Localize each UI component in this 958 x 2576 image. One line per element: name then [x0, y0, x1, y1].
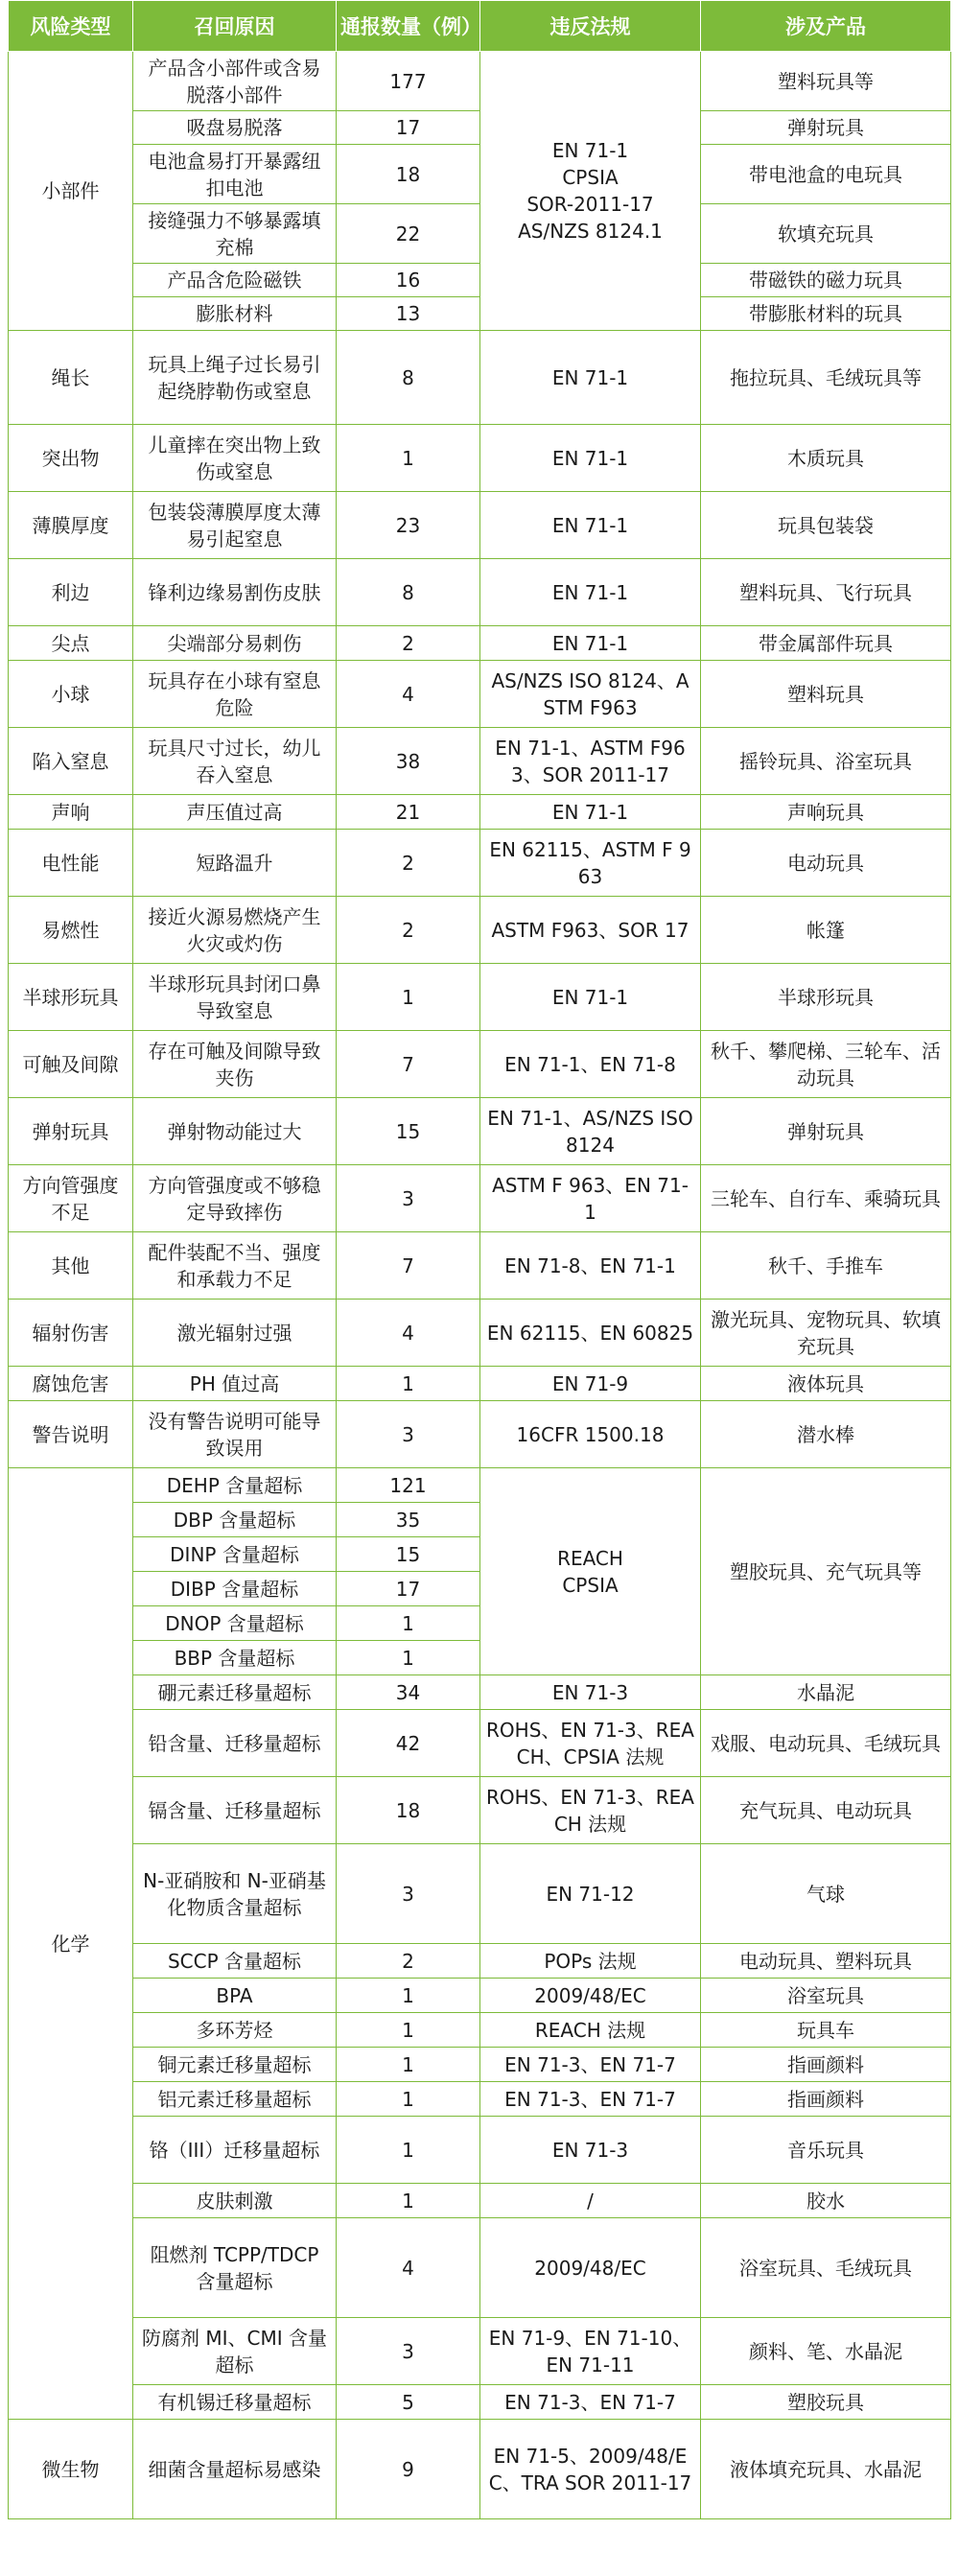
- recall-reason-cell: SCCP 含量超标: [133, 1944, 337, 1979]
- report-count-cell: 21: [337, 795, 480, 830]
- risk-type-cell: 小球: [9, 661, 133, 728]
- regulation-cell: EN 71-1、EN 71-8: [480, 1031, 701, 1098]
- report-count-cell: 7: [337, 1031, 480, 1098]
- recall-reason-cell: 方向管强度或不够稳定导致摔伤: [133, 1165, 337, 1232]
- regulation-cell: REACH 法规: [480, 2013, 701, 2048]
- recall-reason-cell: 儿童摔在突出物上致伤或窒息: [133, 425, 337, 492]
- regulation-cell: AS/NZS ISO 8124、ASTM F963: [480, 661, 701, 728]
- risk-type-cell: 电性能: [9, 830, 133, 897]
- report-count-cell: 1: [337, 2117, 480, 2184]
- regulation-cell: EN 71-1: [480, 331, 701, 425]
- regulation-cell: EN 71-1 CPSIA SOR-2011-17 AS/NZS 8124.1: [480, 52, 701, 331]
- table-row: [9, 2385, 951, 2420]
- report-count-cell: 177: [337, 52, 480, 111]
- risk-type-cell: 化学: [9, 1468, 133, 2420]
- product-cell: 充气玩具、电动玩具: [701, 1777, 951, 1844]
- table-row: [9, 52, 951, 111]
- product-cell: 塑胶玩具: [701, 2385, 951, 2420]
- product-cell: 指画颜料: [701, 2082, 951, 2117]
- table-row: [9, 1401, 951, 1468]
- risk-type-cell: 突出物: [9, 425, 133, 492]
- regulation-cell: EN 62115、EN 60825: [480, 1300, 701, 1367]
- table-header: [9, 1, 951, 52]
- report-count-cell: 1: [337, 1979, 480, 2013]
- risk-type-cell: 警告说明: [9, 1401, 133, 1468]
- risk-type-cell: 方向管强度不足: [9, 1165, 133, 1232]
- recall-reason-cell: 皮肤刺激: [133, 2184, 337, 2218]
- table-row: [9, 897, 951, 964]
- regulation-cell: EN 71-3、EN 71-7: [480, 2048, 701, 2082]
- product-cell: 指画颜料: [701, 2048, 951, 2082]
- recall-reason-cell: DINP 含量超标: [133, 1537, 337, 1572]
- risk-type-cell: 薄膜厚度: [9, 492, 133, 559]
- product-cell: 玩具包装袋: [701, 492, 951, 559]
- recall-table: [8, 0, 951, 2519]
- recall-reason-cell: 多环芳烃: [133, 2013, 337, 2048]
- recall-reason-cell: 锋利边缘易割伤皮肤: [133, 559, 337, 626]
- table-row: [9, 1777, 951, 1844]
- recall-reason-cell: 电池盒易打开暴露纽扣电池: [133, 145, 337, 204]
- report-count-cell: 13: [337, 297, 480, 331]
- product-cell: 戏服、电动玩具、毛绒玩具: [701, 1710, 951, 1777]
- product-cell: 胶水: [701, 2184, 951, 2218]
- recall-reason-cell: 配件装配不当、强度和承载力不足: [133, 1232, 337, 1300]
- recall-reason-cell: 铜元素迁移量超标: [133, 2048, 337, 2082]
- regulation-cell: EN 71-9: [480, 1367, 701, 1401]
- recall-reason-cell: 存在可触及间隙导致夹伤: [133, 1031, 337, 1098]
- report-count-cell: 42: [337, 1710, 480, 1777]
- report-count-cell: 15: [337, 1537, 480, 1572]
- report-count-cell: 2: [337, 626, 480, 661]
- table-row: [9, 492, 951, 559]
- regulation-cell: EN 71-1: [480, 626, 701, 661]
- header-products: 涉及产品: [701, 1, 951, 52]
- report-count-cell: 2: [337, 1944, 480, 1979]
- risk-type-cell: 利边: [9, 559, 133, 626]
- report-count-cell: 16: [337, 264, 480, 297]
- header-regulation: 违反法规: [480, 1, 701, 52]
- recall-reason-cell: 接缝强力不够暴露填充棉: [133, 204, 337, 264]
- recall-reason-cell: 半球形玩具封闭口鼻导致窒息: [133, 964, 337, 1031]
- regulation-cell: EN 71-3、EN 71-7: [480, 2082, 701, 2117]
- recall-reason-cell: 膨胀材料: [133, 297, 337, 331]
- report-count-cell: 3: [337, 2318, 480, 2385]
- product-cell: 弹射玩具: [701, 1098, 951, 1165]
- regulation-cell: EN 71-3、EN 71-7: [480, 2385, 701, 2420]
- regulation-cell: ASTM F 963、EN 71-1: [480, 1165, 701, 1232]
- recall-reason-cell: BPA: [133, 1979, 337, 2013]
- regulation-cell: EN 71-3: [480, 2117, 701, 2184]
- risk-type-cell: 半球形玩具: [9, 964, 133, 1031]
- product-cell: 塑料玩具、飞行玩具: [701, 559, 951, 626]
- regulation-cell: /: [480, 2184, 701, 2218]
- regulation-cell: EN 71-1、AS/NZS ISO 8124: [480, 1098, 701, 1165]
- product-cell: 电动玩具: [701, 830, 951, 897]
- recall-reason-cell: N-亚硝胺和 N-亚硝基化物质含量超标: [133, 1844, 337, 1944]
- product-cell: 水晶泥: [701, 1675, 951, 1710]
- report-count-cell: 9: [337, 2420, 480, 2519]
- recall-reason-cell: DEHP 含量超标: [133, 1468, 337, 1503]
- product-cell: 软填充玩具: [701, 204, 951, 264]
- regulation-cell: EN 71-8、EN 71-1: [480, 1232, 701, 1300]
- product-cell: 浴室玩具: [701, 1979, 951, 2013]
- regulation-cell: EN 71-1: [480, 492, 701, 559]
- regulation-cell: EN 71-1: [480, 559, 701, 626]
- header-risk-type: 风险类型: [9, 1, 133, 52]
- regulation-cell: EN 71-1: [480, 425, 701, 492]
- regulation-cell: EN 71-1: [480, 964, 701, 1031]
- table-row: [9, 1367, 951, 1401]
- table-row: [9, 964, 951, 1031]
- report-count-cell: 1: [337, 2082, 480, 2117]
- regulation-cell: ROHS、EN 71-3、REACH 法规: [480, 1777, 701, 1844]
- table-row: [9, 204, 951, 264]
- report-count-cell: 17: [337, 111, 480, 145]
- product-cell: 带膨胀材料的玩具: [701, 297, 951, 331]
- recall-reason-cell: 玩具尺寸过长，幼儿吞入窒息: [133, 728, 337, 795]
- product-cell: 液体玩具: [701, 1367, 951, 1401]
- table-row: [9, 2218, 951, 2318]
- product-cell: 木质玩具: [701, 425, 951, 492]
- product-cell: 半球形玩具: [701, 964, 951, 1031]
- product-cell: 弹射玩具: [701, 111, 951, 145]
- recall-reason-cell: BBP 含量超标: [133, 1641, 337, 1675]
- report-count-cell: 1: [337, 1606, 480, 1641]
- table-row: [9, 795, 951, 830]
- report-count-cell: 38: [337, 728, 480, 795]
- risk-type-cell: 易燃性: [9, 897, 133, 964]
- report-count-cell: 1: [337, 2048, 480, 2082]
- recall-reason-cell: DBP 含量超标: [133, 1503, 337, 1537]
- product-cell: 帐篷: [701, 897, 951, 964]
- regulation-cell: EN 71-9、EN 71-10、EN 71-11: [480, 2318, 701, 2385]
- report-count-cell: 4: [337, 2218, 480, 2318]
- report-count-cell: 18: [337, 1777, 480, 1844]
- table-row: [9, 2318, 951, 2385]
- table-row: [9, 2082, 951, 2117]
- table-row: [9, 111, 951, 145]
- regulation-cell: EN 62115、ASTM F 963: [480, 830, 701, 897]
- table-row: [9, 830, 951, 897]
- report-count-cell: 8: [337, 559, 480, 626]
- product-cell: 气球: [701, 1844, 951, 1944]
- report-count-cell: 18: [337, 145, 480, 204]
- product-cell: 秋千、攀爬梯、三轮车、活动玩具: [701, 1031, 951, 1098]
- report-count-cell: 5: [337, 2385, 480, 2420]
- regulation-cell: EN 71-1: [480, 795, 701, 830]
- regulation-cell: EN 71-12: [480, 1844, 701, 1944]
- header-recall-reason: 召回原因: [133, 1, 337, 52]
- header-row: [9, 1, 951, 52]
- regulation-cell: EN 71-5、2009/48/EC、TRA SOR 2011-17: [480, 2420, 701, 2519]
- risk-type-cell: 陷入窒息: [9, 728, 133, 795]
- product-cell: 带磁铁的磁力玩具: [701, 264, 951, 297]
- recall-reason-cell: 玩具存在小球有窒息危险: [133, 661, 337, 728]
- recall-reason-cell: DNOP 含量超标: [133, 1606, 337, 1641]
- recall-reason-cell: PH 值过高: [133, 1367, 337, 1401]
- report-count-cell: 7: [337, 1232, 480, 1300]
- table-row: [9, 264, 951, 297]
- risk-type-cell: 其他: [9, 1232, 133, 1300]
- table-row: [9, 2117, 951, 2184]
- product-cell: 液体填充玩具、水晶泥: [701, 2420, 951, 2519]
- recall-reason-cell: 吸盘易脱落: [133, 111, 337, 145]
- recall-reason-cell: 阻燃剂 TCPP/TDCP 含量超标: [133, 2218, 337, 2318]
- recall-reason-cell: 接近火源易燃烧产生火灾或灼伤: [133, 897, 337, 964]
- product-cell: 声响玩具: [701, 795, 951, 830]
- product-cell: 音乐玩具: [701, 2117, 951, 2184]
- report-count-cell: 1: [337, 1367, 480, 1401]
- recall-reason-cell: 声压值过高: [133, 795, 337, 830]
- recall-reason-cell: 铝元素迁移量超标: [133, 2082, 337, 2117]
- product-cell: 秋千、手推车: [701, 1232, 951, 1300]
- regulation-cell: POPs 法规: [480, 1944, 701, 1979]
- table-body: [9, 52, 951, 2519]
- recall-reason-cell: 包装袋薄膜厚度太薄易引起窒息: [133, 492, 337, 559]
- recall-reason-cell: 玩具上绳子过长易引起绕脖勒伤或窒息: [133, 331, 337, 425]
- recall-reason-cell: 产品含小部件或含易脱落小部件: [133, 52, 337, 111]
- risk-type-cell: 尖点: [9, 626, 133, 661]
- table-row: [9, 1232, 951, 1300]
- table-row: [9, 559, 951, 626]
- recall-reason-cell: 防腐剂 MI、CMI 含量超标: [133, 2318, 337, 2385]
- report-count-cell: 35: [337, 1503, 480, 1537]
- table-row: [9, 1979, 951, 2013]
- recall-reason-cell: DIBP 含量超标: [133, 1572, 337, 1606]
- risk-type-cell: 小部件: [9, 52, 133, 331]
- table-row: [9, 2048, 951, 2082]
- product-cell: 三轮车、自行车、乘骑玩具: [701, 1165, 951, 1232]
- table-row: [9, 331, 951, 425]
- table-row: [9, 145, 951, 204]
- regulation-cell: 16CFR 1500.18: [480, 1401, 701, 1468]
- recall-reason-cell: 产品含危险磁铁: [133, 264, 337, 297]
- table-row: [9, 1165, 951, 1232]
- risk-type-cell: 可触及间隙: [9, 1031, 133, 1098]
- table-row: [9, 1031, 951, 1098]
- report-count-cell: 8: [337, 331, 480, 425]
- risk-type-cell: 腐蚀危害: [9, 1367, 133, 1401]
- report-count-cell: 17: [337, 1572, 480, 1606]
- regulation-cell: 2009/48/EC: [480, 1979, 701, 2013]
- table-row: [9, 626, 951, 661]
- recall-reason-cell: 激光辐射过强: [133, 1300, 337, 1367]
- product-cell: 电动玩具、塑料玩具: [701, 1944, 951, 1979]
- table-row: [9, 1675, 951, 1710]
- product-cell: 拖拉玩具、毛绒玩具等: [701, 331, 951, 425]
- regulation-cell: ROHS、EN 71-3、REACH、CPSIA 法规: [480, 1710, 701, 1777]
- report-count-cell: 1: [337, 2013, 480, 2048]
- risk-type-cell: 微生物: [9, 2420, 133, 2519]
- report-count-cell: 1: [337, 964, 480, 1031]
- report-count-cell: 15: [337, 1098, 480, 1165]
- risk-type-cell: 辐射伤害: [9, 1300, 133, 1367]
- risk-type-cell: 绳长: [9, 331, 133, 425]
- product-cell: 带金属部件玩具: [701, 626, 951, 661]
- table-row: [9, 1944, 951, 1979]
- product-cell: 玩具车: [701, 2013, 951, 2048]
- report-count-cell: 34: [337, 1675, 480, 1710]
- table-row: [9, 2013, 951, 2048]
- table-row: [9, 2420, 951, 2519]
- product-cell: 带电池盒的电玩具: [701, 145, 951, 204]
- report-count-cell: 2: [337, 897, 480, 964]
- table-row: [9, 728, 951, 795]
- regulation-cell: ASTM F963、SOR 17: [480, 897, 701, 964]
- report-count-cell: 23: [337, 492, 480, 559]
- regulation-cell: REACH CPSIA: [480, 1468, 701, 1675]
- regulation-cell: EN 71-1、ASTM F963、SOR 2011-17: [480, 728, 701, 795]
- product-cell: 浴室玩具、毛绒玩具: [701, 2218, 951, 2318]
- recall-reason-cell: 尖端部分易刺伤: [133, 626, 337, 661]
- recall-reason-cell: 铅含量、迁移量超标: [133, 1710, 337, 1777]
- report-count-cell: 1: [337, 425, 480, 492]
- report-count-cell: 3: [337, 1165, 480, 1232]
- product-cell: 摇铃玩具、浴室玩具: [701, 728, 951, 795]
- report-count-cell: 121: [337, 1468, 480, 1503]
- table-row: [9, 1844, 951, 1944]
- regulation-cell: 2009/48/EC: [480, 2218, 701, 2318]
- report-count-cell: 22: [337, 204, 480, 264]
- table-row: [9, 1300, 951, 1367]
- product-cell: 激光玩具、宠物玩具、软填充玩具: [701, 1300, 951, 1367]
- table-row: [9, 2184, 951, 2218]
- product-cell: 潜水棒: [701, 1401, 951, 1468]
- header-report-count: 通报数量（例）: [337, 1, 480, 52]
- risk-type-cell: 弹射玩具: [9, 1098, 133, 1165]
- regulation-cell: EN 71-3: [480, 1675, 701, 1710]
- table-row: [9, 661, 951, 728]
- report-count-cell: 3: [337, 1401, 480, 1468]
- product-cell: 颜料、笔、水晶泥: [701, 2318, 951, 2385]
- risk-type-cell: 声响: [9, 795, 133, 830]
- report-count-cell: 2: [337, 830, 480, 897]
- recall-reason-cell: 细菌含量超标易感染: [133, 2420, 337, 2519]
- recall-reason-cell: 弹射物动能过大: [133, 1098, 337, 1165]
- report-count-cell: 3: [337, 1844, 480, 1944]
- report-count-cell: 1: [337, 2184, 480, 2218]
- table-row: [9, 425, 951, 492]
- table-row: [9, 297, 951, 331]
- recall-reason-cell: 镉含量、迁移量超标: [133, 1777, 337, 1844]
- recall-reason-cell: 短路温升: [133, 830, 337, 897]
- report-count-cell: 4: [337, 661, 480, 728]
- report-count-cell: 4: [337, 1300, 480, 1367]
- recall-reason-cell: 硼元素迁移量超标: [133, 1675, 337, 1710]
- recall-reason-cell: 铬（III）迁移量超标: [133, 2117, 337, 2184]
- product-cell: 塑料玩具等: [701, 52, 951, 111]
- table-row: [9, 1710, 951, 1777]
- recall-reason-cell: 有机锡迁移量超标: [133, 2385, 337, 2420]
- table-row: [9, 1098, 951, 1165]
- recall-reason-cell: 没有警告说明可能导致误用: [133, 1401, 337, 1468]
- product-cell: 塑料玩具: [701, 661, 951, 728]
- table-row: [9, 1468, 951, 1503]
- report-count-cell: 1: [337, 1641, 480, 1675]
- product-cell: 塑胶玩具、充气玩具等: [701, 1468, 951, 1675]
